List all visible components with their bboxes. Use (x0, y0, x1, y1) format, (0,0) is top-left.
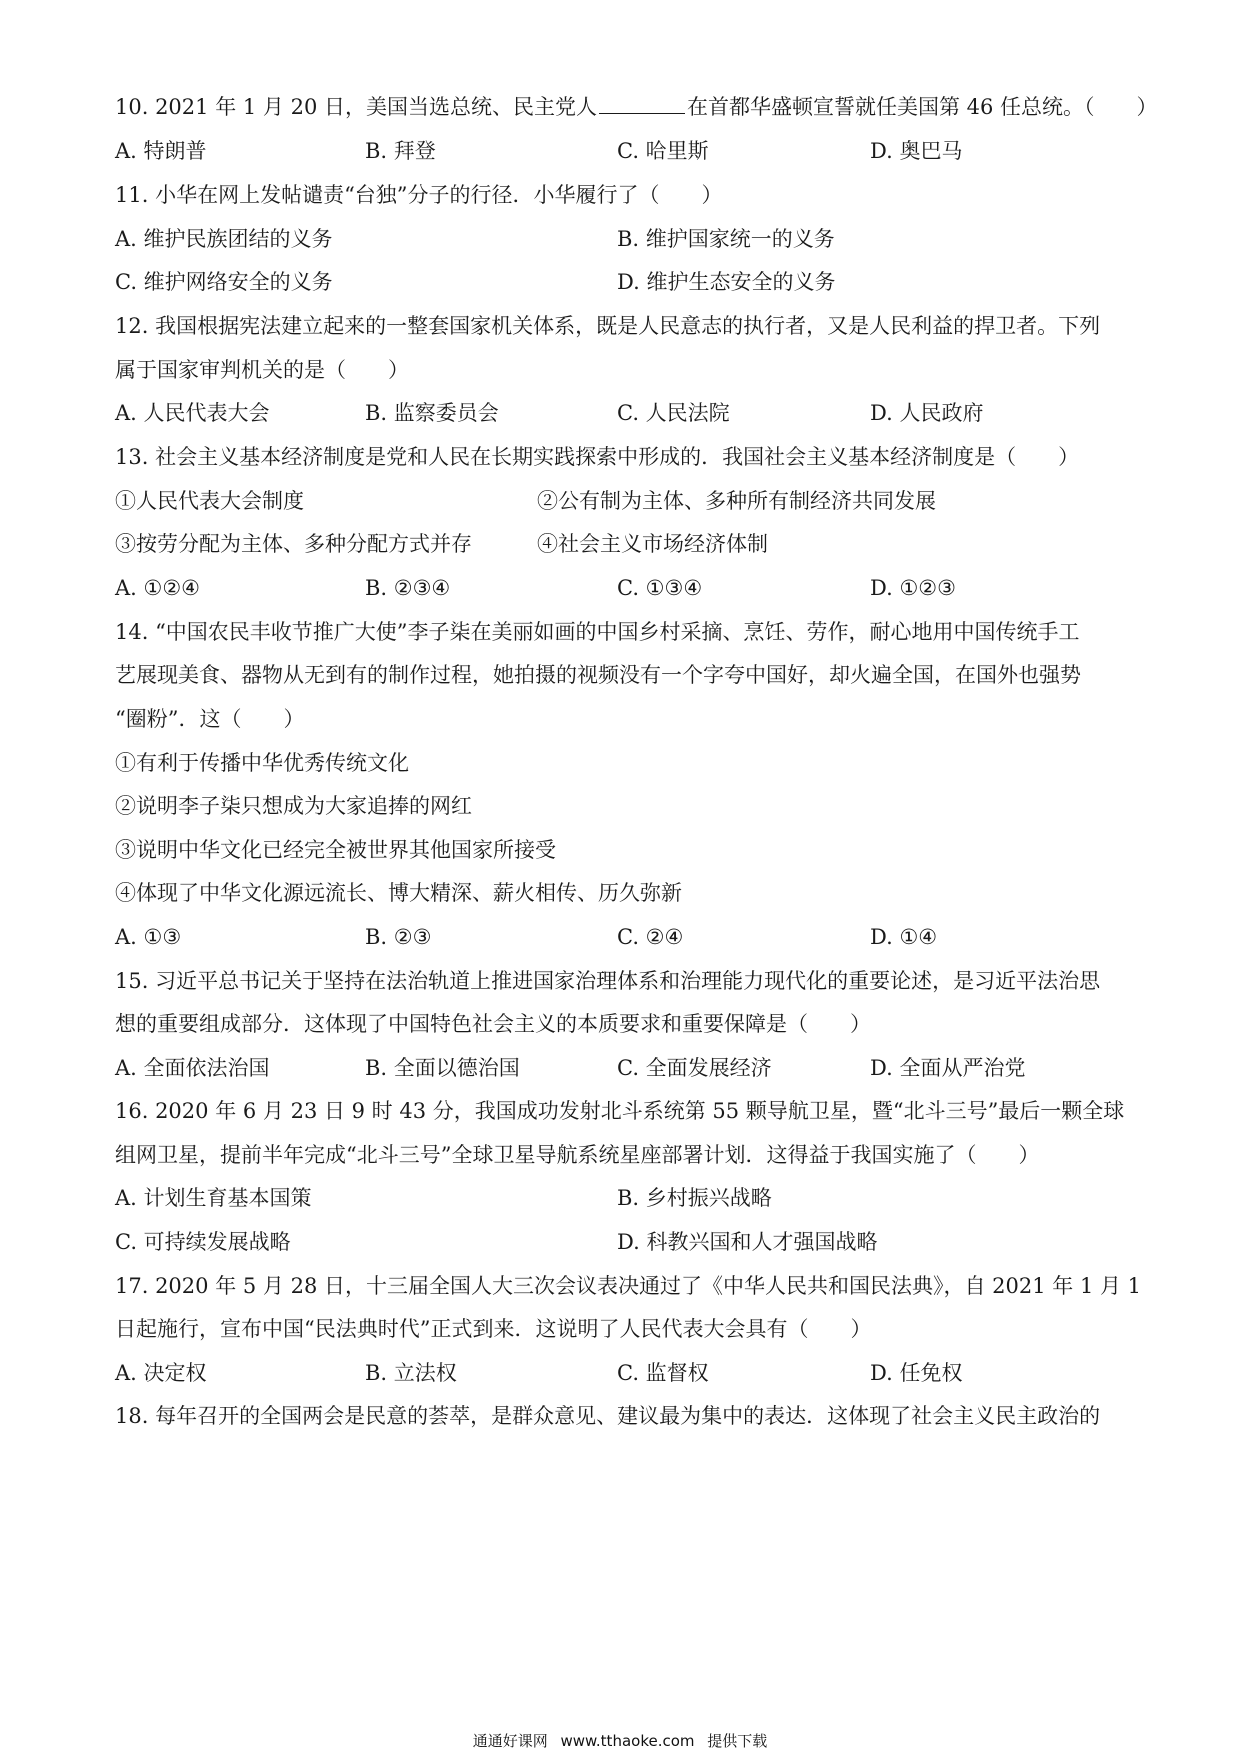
q16-option-c: C. 可持续发展战略 (115, 1230, 291, 1254)
q16-option-d: D. 科教兴国和人才强国战略 (617, 1230, 878, 1254)
q13-statement-4: ④社会主义市场经济体制 (537, 532, 768, 556)
q10-option-b: B. 拜登 (365, 139, 436, 163)
q14-statement-1: ①有利于传播中华优秀传统文化 (115, 751, 409, 775)
q11-option-a: A. 维护民族团结的义务 (115, 227, 333, 251)
q17-option-d: D. 任免权 (870, 1361, 963, 1385)
q13-option-a: A. ①②④ (115, 576, 200, 600)
q11-option-c: C. 维护网络安全的义务 (115, 270, 333, 294)
q10-option-a: A. 特朗普 (115, 139, 207, 163)
q17-option-a: A. 决定权 (115, 1361, 207, 1385)
q13-option-d: D. ①②③ (870, 576, 956, 600)
q11-option-d: D. 维护生态安全的义务 (617, 270, 836, 294)
q17-option-c: C. 监督权 (617, 1361, 709, 1385)
q14-option-c: C. ②④ (617, 925, 684, 949)
question-17-stem-line2: 日起施行，宣布中国“民法典时代”正式到来．这说明了人民代表大会具有（ ） (115, 1317, 872, 1341)
q15-option-a: A. 全面依法治国 (115, 1056, 270, 1080)
q12-option-a: A. 人民代表大会 (115, 401, 270, 425)
question-11-stem: 11. 小华在网上发帖谴责“台独”分子的行径．小华履行了（ ） (115, 183, 723, 207)
footer-site-name: 通通好课网 (472, 1732, 548, 1750)
q12-option-b: B. 监察委员会 (365, 401, 499, 425)
q10-stem-part2: 在首都华盛顿宣誓就任美国第 46 任总统。（ ） (686, 95, 1158, 119)
q12-option-c: C. 人民法院 (617, 401, 730, 425)
q14-statement-4: ④体现了中华文化源远流长、博大精深、薪火相传、历久弥新 (115, 881, 682, 905)
question-18-stem-line1: 18. 每年召开的全国两会是民意的荟萃，是群众意见、建议最为集中的表达．这体现了社会主义民主政治的 (115, 1404, 1101, 1428)
q15-option-b: B. 全面以德治国 (365, 1056, 520, 1080)
answer-blank (599, 93, 685, 114)
question-14-stem-line1: 14. “中国农民丰收节推广大使”李子柒在美丽如画的中国乡村采摘、烹饪、劳作，耐心地用中国传统手工 (115, 620, 1080, 644)
question-16-stem-line2: 组网卫星，提前半年完成“北斗三号”全球卫星导航系统星座部署计划．这得益于我国实施了（ ） (115, 1143, 1040, 1167)
question-14-stem-line2: 艺展现美食、器物从无到有的制作过程，她拍摄的视频没有一个字夸中国好，却火遍全国，在国外也强势 (115, 663, 1081, 687)
q13-statement-2: ②公有制为主体、多种所有制经济共同发展 (537, 489, 936, 513)
q16-option-b: B. 乡村振兴战略 (617, 1186, 772, 1210)
question-13-stem: 13. 社会主义基本经济制度是党和人民在长期实践探索中形成的．我国社会主义基本经济制度是（ ） (115, 445, 1080, 469)
q12-option-d: D. 人民政府 (870, 401, 984, 425)
q14-statement-2: ②说明李子柒只想成为大家追捧的网红 (115, 794, 472, 818)
q14-statement-3: ③说明中华文化已经完全被世界其他国家所接受 (115, 838, 556, 862)
q10-stem-part1: 10. 2021 年 1 月 20 日，美国当选总统、民主党人 (115, 95, 597, 119)
q13-option-b: B. ②③④ (365, 576, 451, 600)
q10-option-c: C. 哈里斯 (617, 139, 709, 163)
page-footer (0, 1730, 1240, 1751)
footer-url[interactable]: www.tthaoke.com (560, 1732, 695, 1750)
q15-option-c: C. 全面发展经济 (617, 1056, 772, 1080)
q13-statement-1: ①人民代表大会制度 (115, 489, 304, 513)
question-14-stem-line3: “圈粉”．这（ ） (115, 707, 305, 731)
q17-option-b: B. 立法权 (365, 1361, 457, 1385)
q14-option-d: D. ①④ (870, 925, 938, 949)
footer-suffix: 提供下载 (707, 1732, 768, 1750)
q10-option-d: D. 奥巴马 (870, 139, 963, 163)
q14-option-a: A. ①③ (115, 925, 182, 949)
q13-statement-3: ③按劳分配为主体、多种分配方式并存 (115, 532, 472, 556)
q15-option-d: D. 全面从严治党 (870, 1056, 1026, 1080)
question-12-stem-line1: 12. 我国根据宪法建立起来的一整套国家机关体系，既是人民意志的执行者，又是人民利益的捍卫者。下列 (115, 314, 1101, 338)
q14-option-b: B. ②③ (365, 925, 432, 949)
q13-option-c: C. ①③④ (617, 576, 703, 600)
question-15-stem-line1: 15. 习近平总书记关于坚持在法治轨道上推进国家治理体系和治理能力现代化的重要论述，是习近平法治思 (115, 969, 1101, 993)
question-12-stem-line2: 属于国家审判机关的是（ ） (115, 358, 409, 382)
q16-option-a: A. 计划生育基本国策 (115, 1186, 312, 1210)
q11-option-b: B. 维护国家统一的义务 (617, 227, 835, 251)
question-17-stem-line1: 17. 2020 年 5 月 28 日，十三届全国人大三次会议表决通过了《中华人民共和国民法典》，自 2021 年 1 月 1 (115, 1274, 1142, 1298)
question-10-stem (115, 92, 1158, 122)
question-15-stem-line2: 想的重要组成部分．这体现了中国特色社会主义的本质要求和重要保障是（ ） (115, 1012, 871, 1036)
question-16-stem-line1: 16. 2020 年 6 月 23 日 9 时 43 分，我国成功发射北斗系统第 55 颗导航卫星，暨“北斗三号”最后一颗全球 (115, 1099, 1125, 1123)
